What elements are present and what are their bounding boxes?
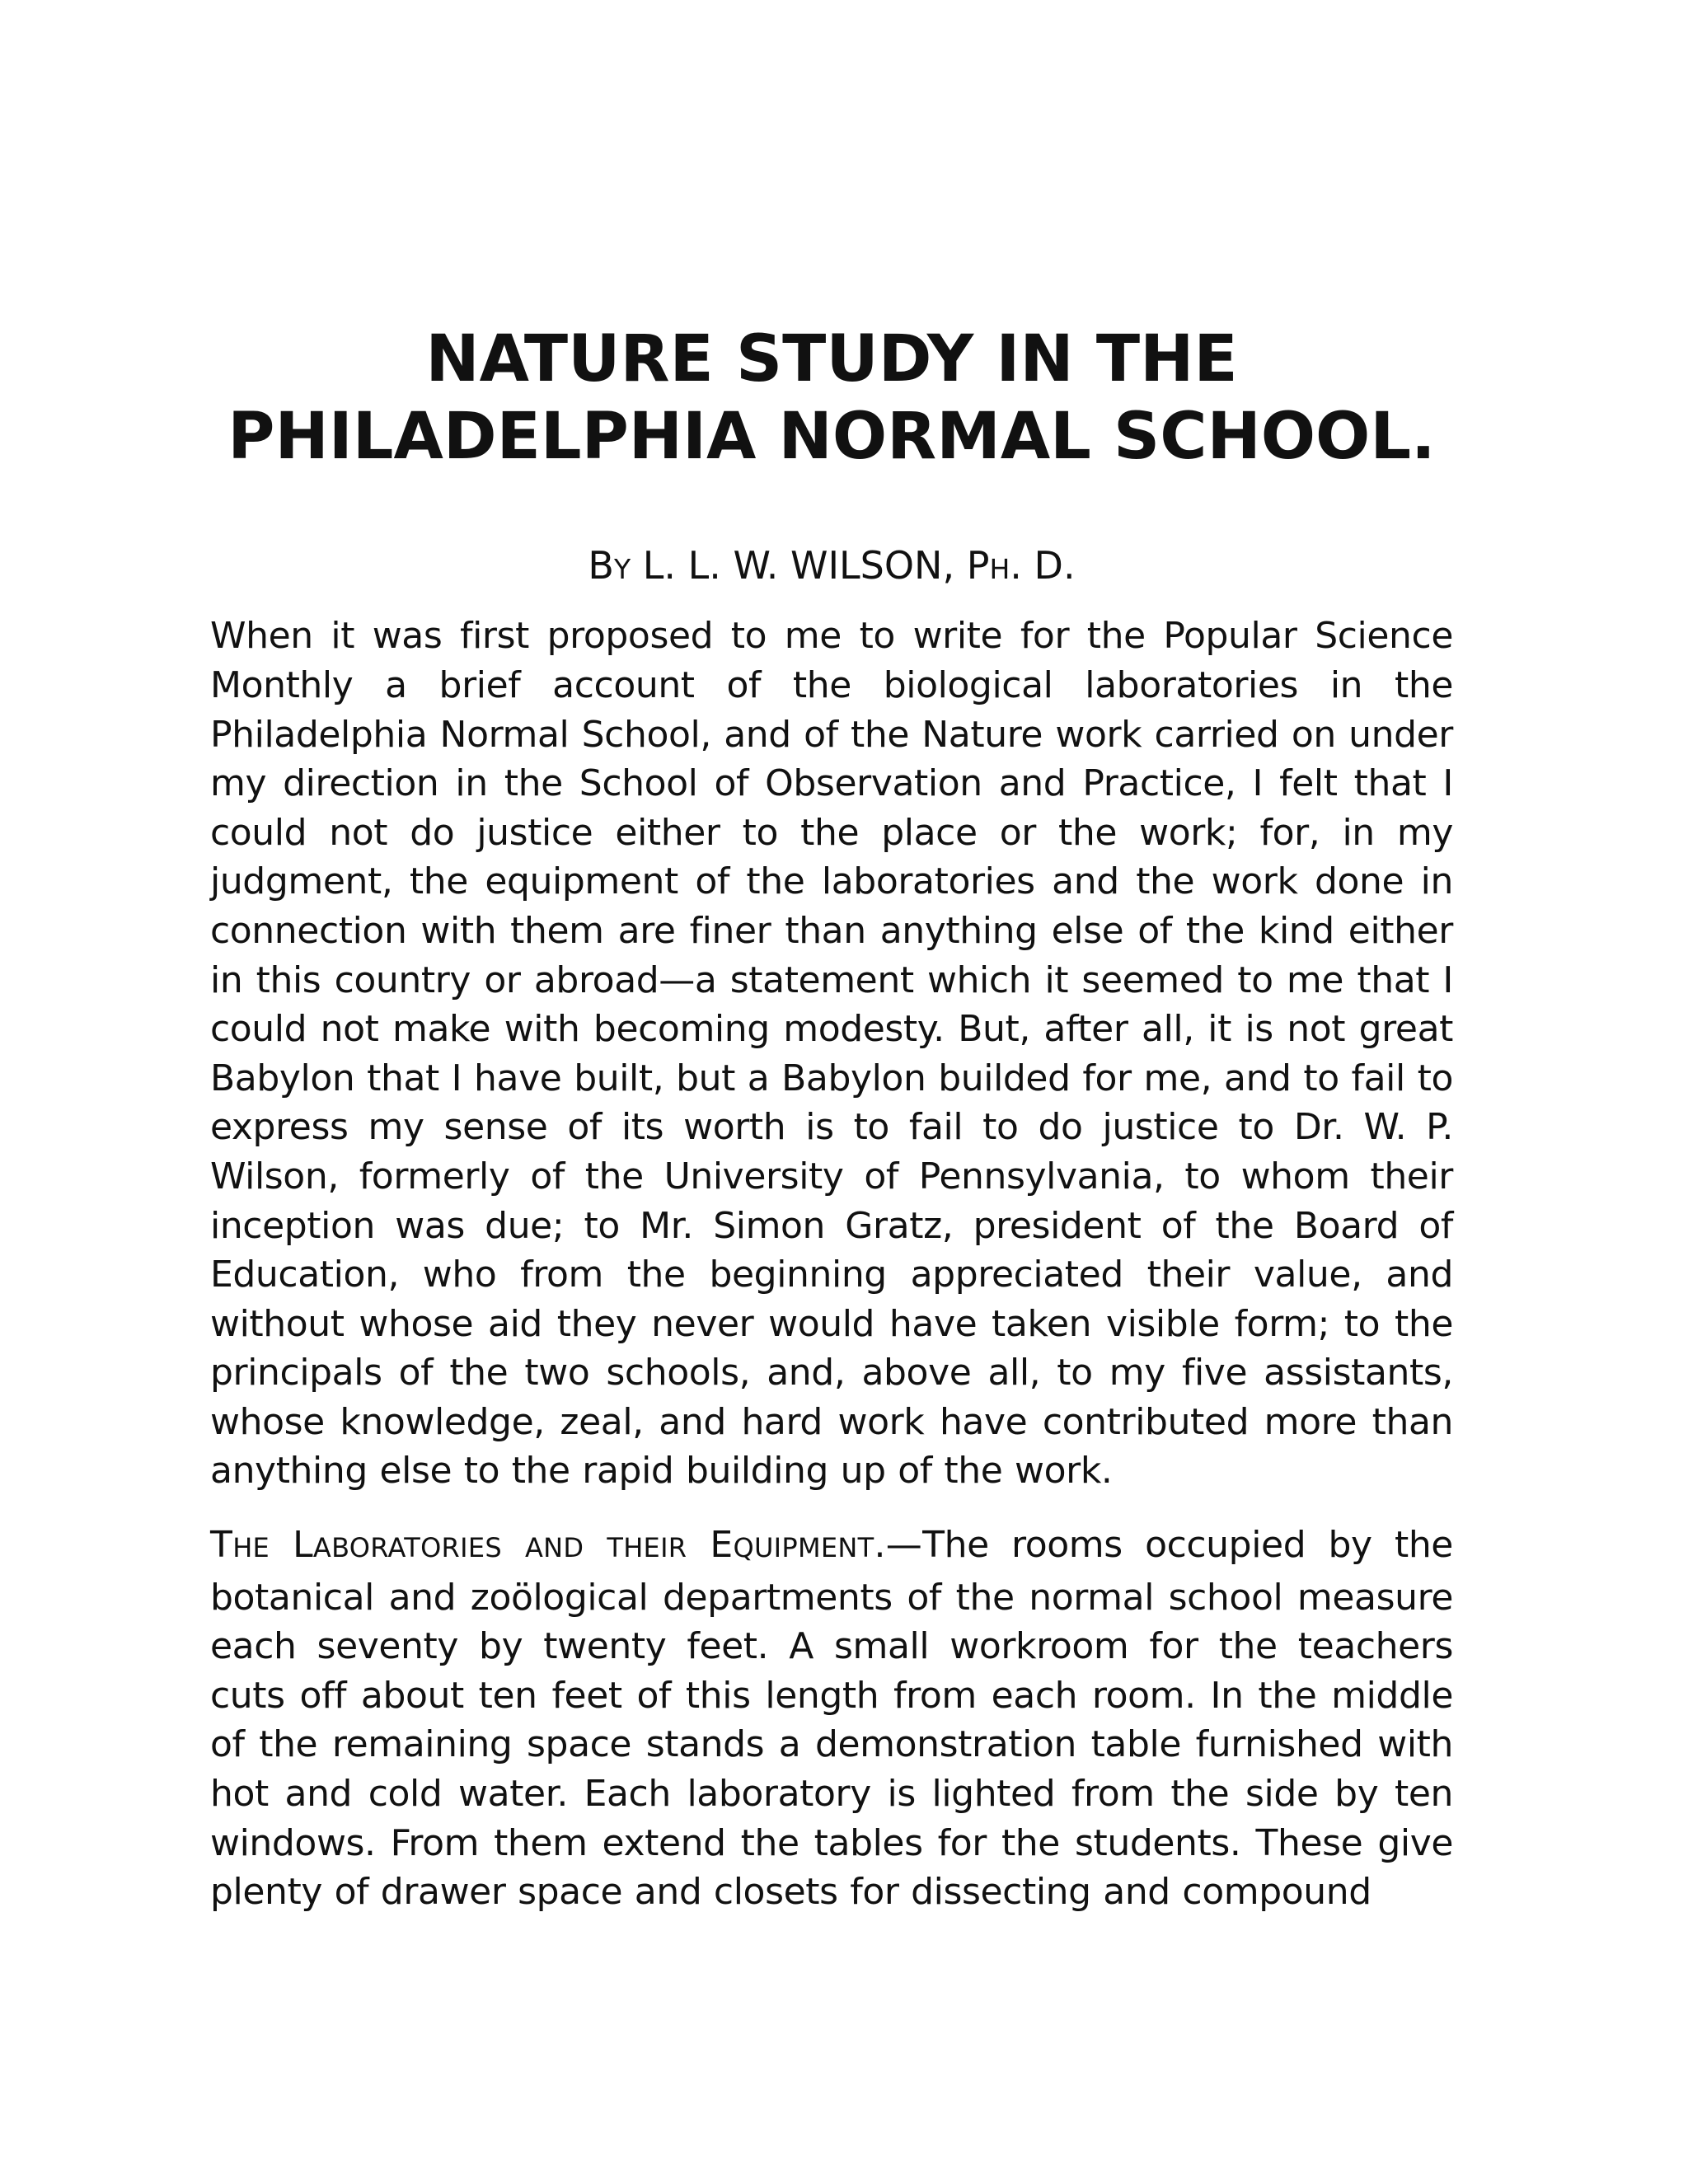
heading-w3: AND	[524, 1532, 584, 1564]
degree-small: H	[989, 553, 1010, 586]
paragraph-laboratories-text: The rooms occupied by the botanical and zoölogical departments of the normal school measure each seventy by twenty feet. A small workroom for the teachers cuts off about ten feet of this length from each room. In the middle of the remaining space stands a demonstration table furnished with hot and cold water. Each laboratory is lighted from the side by ten windows. From them extend the tables for the students. These give plenty of drawer space and closets for dissecting and compound	[210, 1524, 1453, 1914]
degree-rest: . D.	[1010, 543, 1076, 588]
author-byline	[210, 543, 1453, 588]
article-title	[210, 321, 1453, 476]
heading-w2-rest: ABORATORIES	[312, 1532, 502, 1564]
byline-by-rest: Y	[613, 553, 631, 586]
paragraph-laboratories	[210, 1521, 1453, 1917]
article-page	[210, 321, 1453, 1917]
title-line-2: PHILADELPHIA NORMAL SCHOOL.	[227, 399, 1436, 474]
heading-w2-cap: L	[293, 1524, 313, 1567]
heading-w1-cap: T	[210, 1524, 233, 1567]
section-heading	[210, 1524, 922, 1566]
heading-end: .—	[874, 1524, 923, 1567]
heading-w4: THEIR	[607, 1532, 687, 1564]
heading-w5-rest: QUIPMENT	[733, 1532, 874, 1564]
paragraph-intro: When it was first proposed to me to write for the Popular Science Monthly a brief account of the biological laboratories in the Philadelphia Normal School, and of the Nature work carried on under my direction in the School of Observation and Practice, I felt that I could not do justice either to the place or the work; for, in my judgment, the equipment of the laboratories and the work done in connection with them are finer than anything else of the kind either in this country or abroad—a statement which it seemed to me that I could not make with becoming modesty. But, after all, it is not great Babylon that I have built, but a Babylon builded for me, and to fail to express my sense of its worth is to fail to do justice to Dr. W. P. Wilson, formerly of the University of Pennsylvania, to whom their inception was due; to Mr. Simon Gratz, president of the Board of Education, who from the beginning appreciated their value, and without whose aid they never would have taken visible form; to the principals of the two schools, and, above all, to my five assistants, whose knowledge, zeal, and hard work have contributed more than anything else to the rapid building up of the work.	[210, 615, 1453, 1493]
byline-by-cap: B	[588, 543, 614, 588]
heading-w1-rest: HE	[232, 1532, 270, 1564]
title-line-1: NATURE STUDY IN THE	[425, 322, 1238, 396]
degree-cap: P	[966, 543, 990, 588]
heading-w5-cap: E	[710, 1524, 734, 1567]
author-name: L. L. W. WILSON,	[642, 543, 955, 588]
